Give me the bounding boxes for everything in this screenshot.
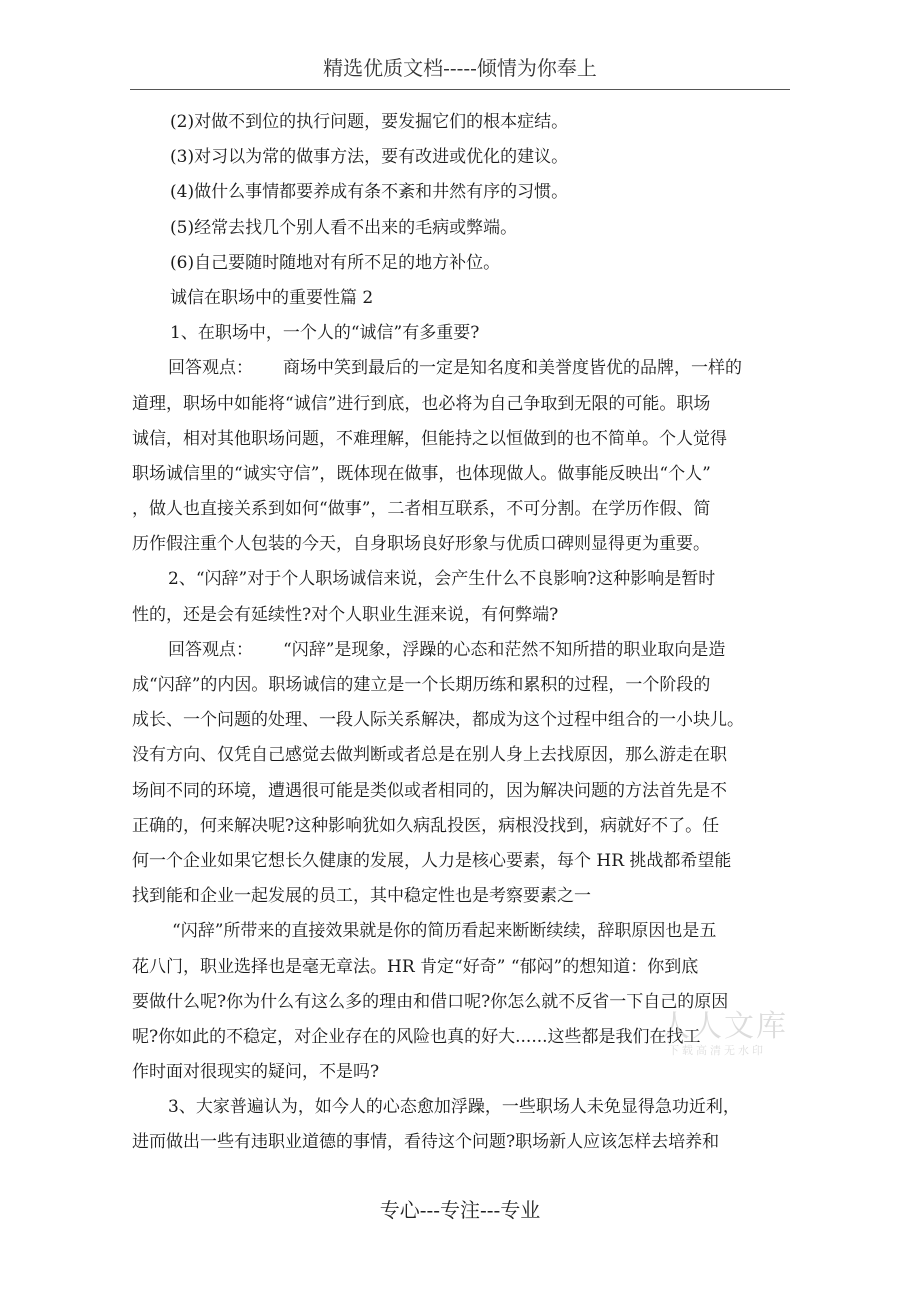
paragraph-line: 呢?你如此的不稳定，对企业存在的风险也真的好大......这些都是我们在找工 xyxy=(132,1026,701,1047)
watermark-subtitle: 下载高清无水印 xyxy=(668,1044,766,1057)
paragraph-line: 成长、一个问题的处理、一段人际关系解决，都成为这个过程中组合的一小块儿。 xyxy=(132,710,744,731)
paragraph-line: 职场诚信里的“诚实守信”，既体现在做事，也体现做人。做事能反映出“个人” xyxy=(132,463,711,484)
paragraph-line: 道理，职场中如能将“诚信”进行到底，也必将为自己争取到无限的可能。职场 xyxy=(132,393,711,414)
watermark-title: 人人文库 xyxy=(660,1009,788,1044)
page-header: 精选优质文档-----倾情为你奉上 xyxy=(323,56,597,80)
paragraph-line: 作时面对很现实的疑问，不是吗? xyxy=(132,1062,380,1083)
paragraph-line: 找到能和企业一起发展的员工，其中稳定性也是考察要素之一 xyxy=(132,886,591,907)
paragraph-line: 性的，还是会有延续性?对个人职业生涯来说，有何弊端? xyxy=(132,604,559,625)
list-item: (5)经常去找几个别人看不出来的毛病或弊端。 xyxy=(170,217,518,238)
paragraph-line: 没有方向、仅凭自己感觉去做判断或者总是在别人身上去找原因，那么游走在职 xyxy=(132,745,727,766)
answer-text: 商场中笑到最后的一定是知名度和美誉度皆优的品牌，一样的 xyxy=(283,358,742,379)
paragraph-line: ，做人也直接关系到如何“做事”，二者相互联系，不可分割。在学历作假、简 xyxy=(132,499,711,520)
header-divider xyxy=(130,89,790,90)
paragraph-line: 何一个企业如果它想长久健康的发展，人力是核心要素，每个 HR 挑战都希望能 xyxy=(132,850,732,871)
question-1: 1、在职场中，一个人的“诚信”有多重要? xyxy=(170,323,480,344)
question-2: 2、“闪辞”对于个人职场诚信来说，会产生什么不良影响?这种影响是暂时 xyxy=(168,569,716,590)
paragraph-line: 诚信，相对其他职场问题，不难理解，但能持之以恒做到的也不简单。个人觉得 xyxy=(132,428,727,449)
section-title: 诚信在职场中的重要性篇 2 xyxy=(170,287,374,308)
list-item: (4)做什么事情都要养成有条不紊和井然有序的习惯。 xyxy=(170,182,569,203)
list-item: (6)自己要随时随地对有所不足的地方补位。 xyxy=(170,252,501,273)
answer-label: 回答观点： xyxy=(168,358,253,379)
answer-1-first-line xyxy=(132,351,788,386)
list-item: (2)对做不到位的执行问题，要发掘它们的根本症结。 xyxy=(170,112,569,132)
page-footer: 专心---专注---专业 xyxy=(379,1198,541,1222)
paragraph-line: 进而做出一些有违职业道德的事情，看待这个问题?职场新人应该怎样去培养和 xyxy=(132,1132,720,1153)
paragraph-line: 花八门，职业选择也是毫无章法。HR 肯定“好奇” “郁闷”的想知道：你到底 xyxy=(132,956,699,977)
question-3: 3、大家普遍认为，如今人的心态愈加浮躁，一些职场人未免显得急功近利， xyxy=(168,1097,740,1118)
paragraph-line: 成“闪辞”的内因。职场诚信的建立是一个长期历练和累积的过程，一个阶段的 xyxy=(132,675,711,695)
document-body xyxy=(132,105,788,1161)
paragraph-line: 要做什么呢?你为什么有这么多的理由和借口呢?你怎么就不反省一下自己的原因 xyxy=(132,991,729,1012)
answer-label: 回答观点： xyxy=(168,639,253,660)
paragraph-first-line: “闪辞”所带来的直接效果就是你的简历看起来断断续续，辞职原因也是五 xyxy=(172,921,717,942)
paragraph-line: 场间不同的环境，遭遇很可能是类似或者相同的，因为解决问题的方法首先是不 xyxy=(132,780,727,801)
list-item: (3)对习以为常的做事方法，要有改进或优化的建议。 xyxy=(170,147,569,168)
paragraph-line: 正确的，何来解决呢?这种影响犹如久病乱投医，病根没找到，病就好不了。任 xyxy=(132,815,720,836)
paragraph-line: 历作假注重个人包装的今天，自身职场良好形象与优质口碑则显得更为重要。 xyxy=(132,534,710,555)
answer-2-first-line xyxy=(132,633,788,668)
answer-text: “闪辞”是现象，浮躁的心态和茫然不知所措的职业取向是造 xyxy=(283,639,726,660)
